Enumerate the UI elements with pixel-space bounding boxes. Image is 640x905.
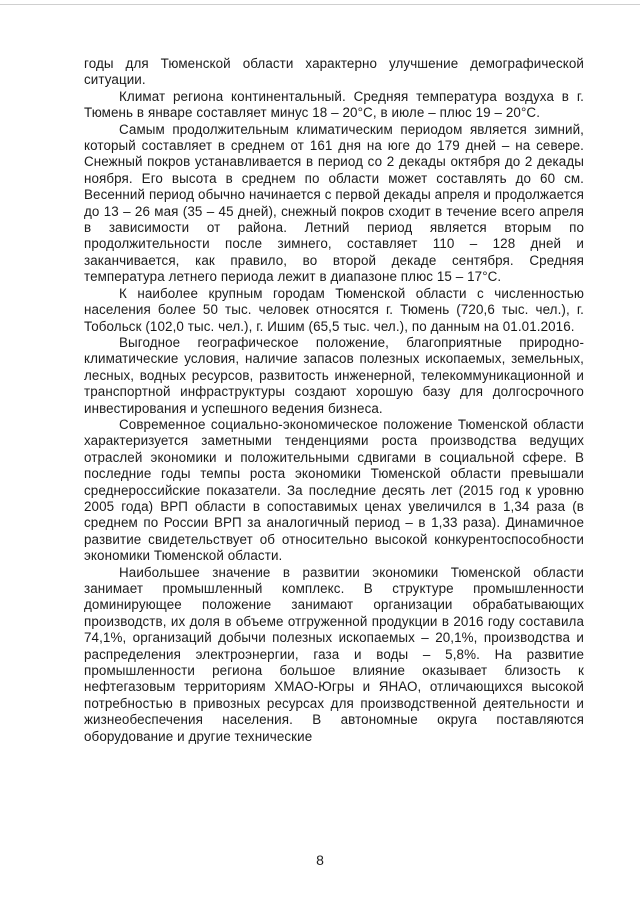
- paragraph-demography-end: годы для Тюменской области характерно улучшение демографической ситуации.: [84, 56, 584, 88]
- scan-edge-line: [0, 4, 640, 5]
- paragraph-cities: К наиболее крупным городам Тюменской области с численностью населения более 50 тыс. человек относятся г. Тюмень (720,6 тыс. чел.), г. Тобольск (102,0 тыс. чел.), г. Ишим (65,5 тыс. чел.), по данным на 01.01.2016.: [84, 285, 584, 334]
- document-body: [84, 56, 584, 745]
- page-number: 8: [316, 852, 324, 868]
- paragraph-seasons: Самым продолжительным климатическим периодом является зимний, который составляет в среднем от 161 дня на юге до 179 дней – на севере. Снежный покров устанавливается в период со 2 декады октября до 2 декады ноября. Его высота в среднем по области может составлять до 60 см. Весенний период обычно начинается с первой декады апреля и продолжается до 13 – 26 мая (35 – 45 дней), снежный покров сходит в течение всего апреля в зависимости от района. Летний период является вторым по продолжительности после зимнего, составляет 110 – 128 дней и заканчивается, как правило, во второй декаде сентября. Средняя температура летнего периода лежит в диапазоне плюс 15 – 17°С.: [84, 121, 584, 285]
- paragraph-climate: Климат региона континентальный. Средняя температура воздуха в г. Тюмень в январе составляет минус 18 – 20°С, в июле – плюс 19 – 20°С.: [84, 88, 584, 121]
- paragraph-economy: Современное социально-экономическое положение Тюменской области характеризуется заметными тенденциями роста производства ведущих отраслей экономики и положительными сдвигами в социальной сфере. В последние годы темпы роста экономики Тюменской области превышали среднероссийские показатели. За последние десять лет (2015 год к уровню 2005 года) ВРП области в сопоставимых ценах увеличился в 1,34 раза (в среднем по России ВРП за аналогичный период – в 1,33 раза). Динамичное развитие свидетельствует об относительно высокой конкурентоспособности экономики Тюменской области.: [84, 416, 584, 564]
- paragraph-industry: Наибольшее значение в развитии экономики Тюменской области занимает промышленный комплекс. В структуре промышленности доминирующее положение занимают организации обрабатывающих производств, их доля в объеме отгруженной продукции в 2016 году составила 74,1%, организаций добычи полезных ископаемых – 20,1%, производства и распределения электроэнергии, газа и воды – 5,8%. На развитие промышленности региона большое влияние оказывает близость к нефтегазовым территориям ХМАО-Югры и ЯНАО, отличающихся высокой потребностью в привозных ресурсах для производственной деятельности и жизнеобеспечения населения. В автономные округа поставляются оборудование и другие технические: [84, 564, 584, 744]
- paragraph-geography: Выгодное географическое положение, благоприятные природно-климатические условия, наличие запасов полезных ископаемых, земельных, лесных, водных ресурсов, развитость инженерной, телекоммуникационной и транспортной инфраструктуры создают хорошую базу для долгосрочного инвестирования и успешного ведения бизнеса.: [84, 334, 584, 416]
